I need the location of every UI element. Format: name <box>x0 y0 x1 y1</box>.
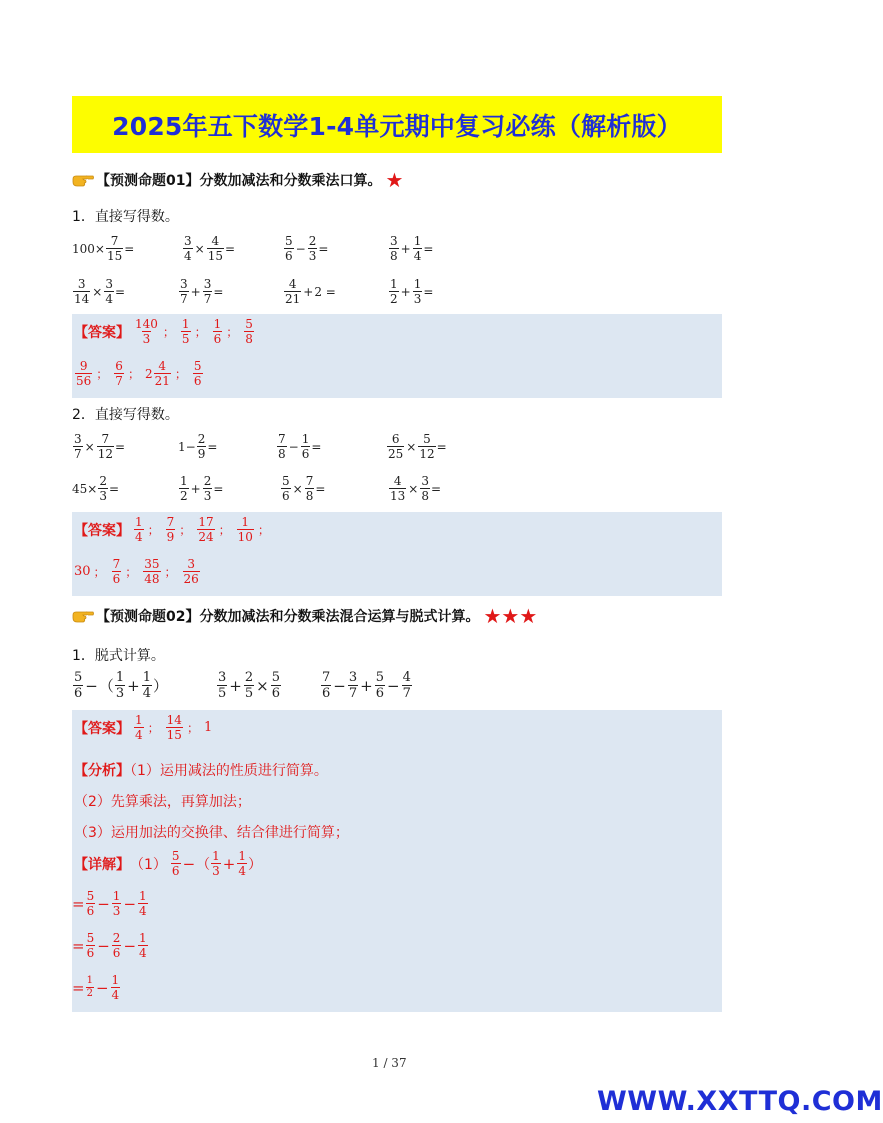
detail-prefix: （1） <box>130 856 167 873</box>
analysis-line: （2）先算乘法，再算加法； <box>74 794 251 810</box>
analysis-line: （3）运用加法的交换律、结合律进行简算； <box>74 825 349 841</box>
expression: $\frac{6}{25}$ × $\frac{5}{12}$ = <box>388 432 447 461</box>
detail-line: 【详解】 （1） $\frac{5}{6}$ − （ $\frac{1}{3}$ + $\frac{1}{4}$ ） <box>74 849 262 878</box>
page-number: 1 / 37 <box>372 1056 407 1070</box>
expression: $\frac{5}{6}$ × $\frac{7}{8}$ = <box>282 474 326 503</box>
answer-label: 【答案】 <box>74 324 130 341</box>
star-icon: ★ <box>519 604 538 628</box>
answer-line: 【答案】 $\frac{1}{4}$ ； $\frac{7}{9}$ ； $\frac{17}{24}$ ； $\frac{1}{10}$ ； <box>74 515 270 544</box>
expression: $\frac{4}{13}$ × $\frac{3}{8}$ = <box>390 474 442 503</box>
star-icon: ★ <box>385 168 404 192</box>
answer-label: 【答案】 <box>74 522 130 539</box>
pointing-hand-icon <box>72 171 94 189</box>
expression: $\frac{3}{4}$ × $\frac{4}{15}$ = <box>184 234 236 263</box>
answer-line: $\frac{9}{56}$ ； $\frac{6}{7}$ ； 2 $\frac{4}{21}$ ； $\frac{5}{6}$ <box>76 359 202 388</box>
question-label: 2．直接写得数。 <box>72 407 179 423</box>
solution-step: = $\frac{5}{6}$ − $\frac{2}{6}$ − $\frac{1}{4}$ <box>72 931 147 960</box>
star-icon: ★ <box>501 604 520 628</box>
answer-line: 30 ； $\frac{7}{6}$ ； $\frac{35}{48}$ ； $\frac{3}{26}$ <box>74 557 199 586</box>
difficulty-stars <box>483 606 537 626</box>
answer-label: 【答案】 <box>74 720 130 737</box>
expression: $\frac{3}{14}$ × $\frac{3}{4}$ = <box>74 277 126 306</box>
analysis-label: 【分析】 <box>74 763 130 779</box>
section-heading-1 <box>72 170 403 190</box>
answer-line: 【答案】 $\frac{140}{3}$ ； $\frac{1}{5}$ ； $\frac{1}{6}$ ； $\frac{5}{8}$ <box>74 317 253 346</box>
section-heading-text: 【预测命题02】分数加减法和分数乘法混合运算与脱式计算。 <box>96 609 480 625</box>
section-heading-2 <box>72 606 537 626</box>
expression: $\frac{3}{7}$ + $\frac{3}{7}$ = <box>180 277 224 306</box>
expression: $\frac{4}{21}$ + 2 = <box>285 277 336 306</box>
analysis-text: （1）运用减法的性质进行简算。 <box>130 763 328 779</box>
star-icon: ★ <box>483 604 502 628</box>
expression: 100× $\frac{7}{15}$ = <box>72 234 135 263</box>
expression: $\frac{5}{6}$ − （ $\frac{1}{3}$ + $\frac{1}{4}$ ） <box>74 670 169 701</box>
expression: $\frac{3}{7}$ × $\frac{7}{12}$ = <box>74 432 126 461</box>
section-heading-text: 【预测命题01】分数加减法和分数乘法口算。 <box>96 173 382 189</box>
difficulty-stars <box>385 170 403 190</box>
expression: $\frac{1}{2}$ + $\frac{1}{3}$ = <box>390 277 434 306</box>
analysis-line <box>74 760 328 780</box>
question-label: 1．直接写得数。 <box>72 209 179 225</box>
expression: $\frac{1}{2}$ + $\frac{2}{3}$ = <box>180 474 224 503</box>
title-banner <box>72 96 722 153</box>
solution-step: = $\frac{1}{2}$ − $\frac{1}{4}$ <box>72 973 120 1002</box>
solution-step: = $\frac{5}{6}$ − $\frac{1}{3}$ − $\frac{1}{4}$ <box>72 889 147 918</box>
expression: $\frac{7}{8}$ − $\frac{1}{6}$ = <box>278 432 322 461</box>
expression: 45× $\frac{2}{3}$ = <box>72 474 120 503</box>
expression: $\frac{3}{8}$ + $\frac{1}{4}$ = <box>390 234 434 263</box>
answer-line: 【答案】 $\frac{1}{4}$ ； $\frac{14}{15}$ ； 1 <box>74 713 213 742</box>
detail-label: 【详解】 <box>74 856 130 873</box>
expression: 1− $\frac{2}{9}$ = <box>178 432 218 461</box>
question-label: 1．脱式计算。 <box>72 648 165 664</box>
page-title: 2025年五下数学1-4单元期中复习必练（解析版） <box>112 111 682 141</box>
expression: $\frac{7}{6}$ − $\frac{3}{7}$ + $\frac{5}{6}$ − $\frac{4}{7}$ <box>322 670 411 701</box>
pointing-hand-icon <box>72 607 94 625</box>
expression: $\frac{3}{5}$ + $\frac{2}{5}$ × $\frac{5}{6}$ <box>218 670 280 701</box>
site-watermark: WWW.XXTTQ.COM <box>597 1086 883 1117</box>
expression: $\frac{5}{6}$ − $\frac{2}{3}$ = <box>285 234 329 263</box>
